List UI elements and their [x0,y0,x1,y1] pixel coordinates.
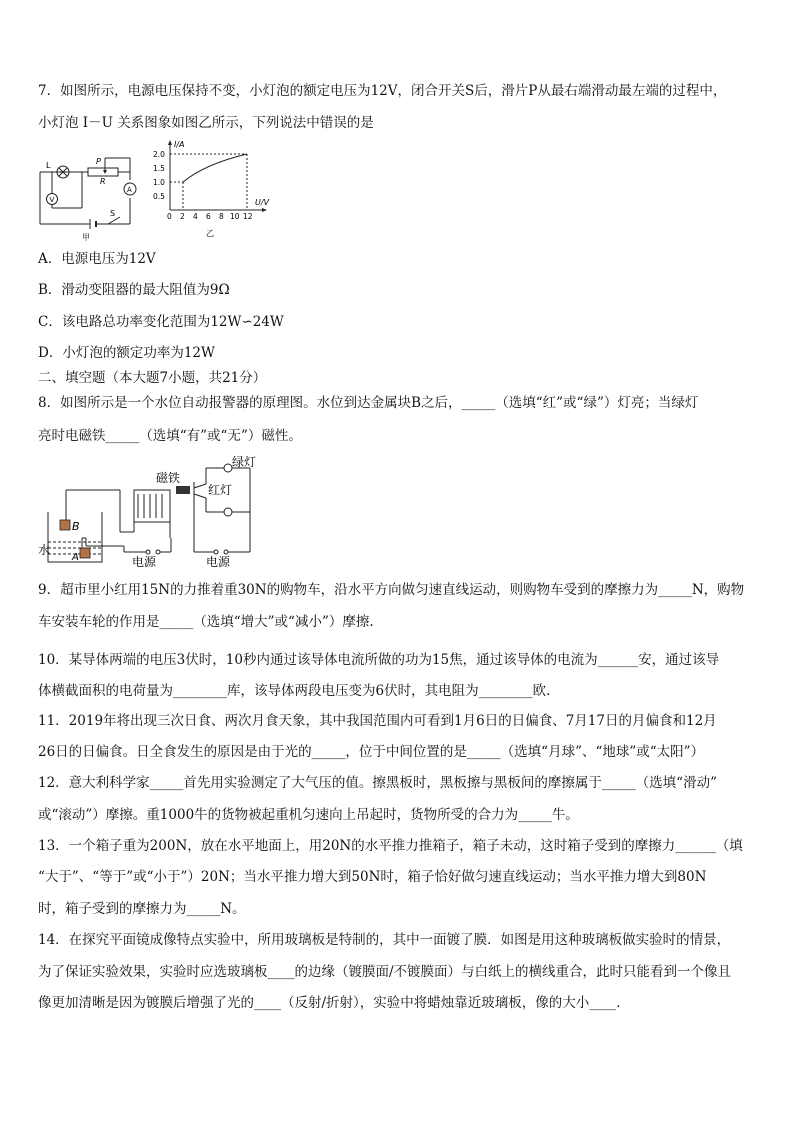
q11-line2: 26日的日偏食。日全食发生的原因是由于光的_____，位于中间位置的是_____（选填“月球”、“地球”或“太阳”） [38,744,705,760]
q9-line2: 车安装车轮的作用是_____（选填“增大”或“减小”）摩擦. [38,614,374,630]
q7-option-a: A．电源电压为12V [38,251,156,267]
x-tick: 6 [206,212,211,221]
y-tick: 0.5 [153,192,165,201]
q7-iu-graph [150,140,270,240]
q7-circuit-figure [30,148,150,243]
q7-line1: 7．如图所示，电源电压保持不变，小灯泡的额定电压为12V，闭合开关S后，滑片P从最右端滑动最左端的过程中， [38,83,727,99]
x-tick: 12 [243,212,253,221]
caption-yi: 乙 [206,229,214,238]
section-heading: 二、填空题（本大题7小题，共21分） [38,370,267,386]
q14-line2: 为了保证实验效果，实验时应选玻璃板____的边缘（镀膜面/不镀膜面）与白纸上的横线重合，此时只能看到一个像且 [38,964,732,980]
x-tick: 10 [230,212,240,221]
label-magnet: 磁铁 [156,471,181,485]
q7-option-c: C．该电路总功率变化范围为12W∽24W [38,314,284,330]
q10-line1: 10．某导体两端的电压3伏时，10秒内通过该导体电流所做的功为15焦，通过该导体的电流为______安，通过该导 [38,652,720,668]
label-green-lamp: 绿灯 [232,455,257,469]
q10-line2: 体横截面积的电荷量为________库，该导体两段电压变为6伏时，其电阻为________欧. [38,683,551,699]
q8-line2: 亮时电磁铁_____（选填“有”或“无”）磁性。 [38,428,302,444]
y-axis-label: I/A [174,140,185,149]
q12-line1: 12．意大利科学家_____首先用实验测定了大气压的值。擦黑板时，黑板擦与黑板间的摩擦属于_____（选填“滑动” [38,775,717,791]
label-V: V [49,196,55,204]
metal-block-b [60,520,70,530]
q14-line1: 14．在探究平面镜成像特点实验中，所用玻璃板是特制的，其中一面镀了膜．如图是用这种玻璃板做实验时的情景， [38,932,731,948]
label-power2: 电源 [206,555,231,568]
q7-line2: 小灯泡 I－U 关系图象如图乙所示，下列说法中错误的是 [38,115,374,131]
label-a: A [72,552,79,563]
label-S: S [110,209,116,218]
label-b: B [72,520,80,533]
label-water: 水 [38,543,51,557]
q13-line1: 13．一个箱子重为200N，放在水平地面上，用20N的水平推力推箱子，箱子未动，这时箱子受到的摩擦力______（填 [38,838,743,854]
metal-block-a [80,548,90,558]
q12-line2: 或“滚动”）摩擦。重1000牛的货物被起重机匀速向上吊起时，货物所受的合力为_____牛。 [38,807,579,823]
y-tick: 2.0 [153,150,165,159]
q9-line1: 9．超市里小红用15N的力推着重30N的购物车，沿水平方向做匀速直线运动，则购物车受到的摩擦力为_____N，购物 [38,582,745,598]
x-tick: 2 [180,212,185,221]
label-R: R [100,177,106,186]
q8-alarm-figure [36,452,276,568]
q14-line3: 像更加清晰是因为镀膜后增强了光的____（反射/折射），实验中将蜡烛靠近玻璃板，像的大小____． [38,995,630,1011]
x-axis-label: U/V [255,198,270,207]
label-red-lamp: 红灯 [208,483,233,497]
y-tick: 1.5 [153,164,165,173]
armature [176,486,190,494]
q7-option-d: D．小灯泡的额定功率为12W [38,345,215,361]
q8-line1: 8．如图所示是一个水位自动报警器的原理图。水位到达金属块B之后，_____（选填“红”或“绿”）灯亮；当绿灯 [38,395,699,411]
q7-option-b: B．滑动变阻器的最大阻值为9Ω [38,282,230,298]
x-tick: 4 [193,212,198,221]
q11-line1: 11．2019年将出现三次日食、两次月食天象，其中我国范围内可看到1月6日的日偏食、7月17日的月偏食和12月 [38,713,717,729]
q13-line3: 时，箱子受到的摩擦力为_____N。 [38,901,246,917]
x-tick: 0 [167,212,172,221]
label-L: L [46,161,51,170]
label-power1: 电源 [132,555,157,568]
label-A: A [127,186,132,194]
q13-line2: “大于”、“等于”或“小于”）20N；当水平推力增大到50N时，箱子恰好做匀速直线运动；当水平推力增大到80N [38,869,707,885]
caption-jia: 甲 [82,233,90,242]
y-tick: 1.0 [153,178,165,187]
label-P: P [96,157,101,166]
x-tick: 8 [219,212,224,221]
